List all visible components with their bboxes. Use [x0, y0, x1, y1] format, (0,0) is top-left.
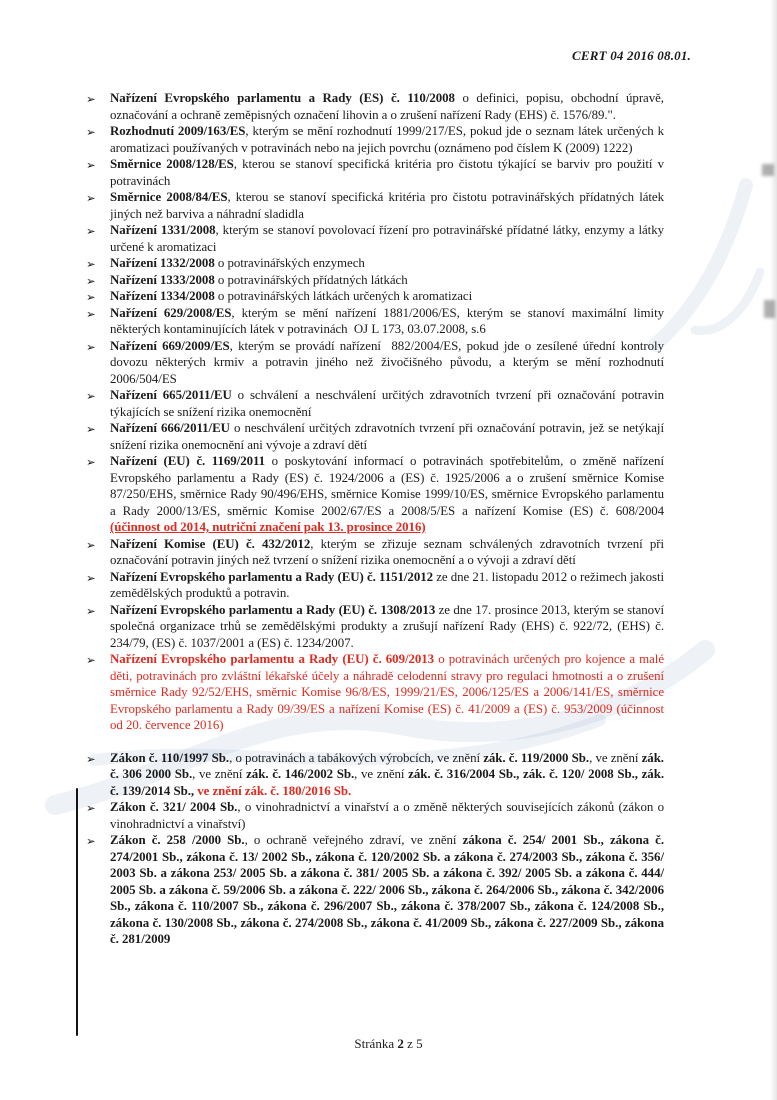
regulation-item [86, 651, 668, 734]
text-segment: o potravinářských látkách určených k aromatizaci [214, 289, 473, 303]
text-segment: Nařízení 1334/2008 [110, 289, 215, 303]
text-segment: Rozhodnutí 2009/163/ES [110, 124, 246, 138]
text-segment: Nařízení 1332/2008 [110, 256, 215, 270]
text-segment: , kterým se stanoví povolovací řízení pro potravinářské přídatné látky, enzymy a látky určené k aromatizaci [110, 223, 668, 254]
text-segment: Nařízení 1333/2008 [110, 272, 215, 287]
scan-artifact-line [76, 788, 78, 1036]
bullet-arrow-icon: ➢ [86, 834, 96, 848]
text-segment: Nařízení Evropského parlamentu a Rady (EU) č. 609/2013 [110, 652, 435, 666]
text-segment: Nařízení Evropského parlamentu a Rady (EU) č. 1308/2013 [110, 602, 436, 617]
text-segment: o potravinářských přídatných látkách [214, 272, 408, 287]
bullet-arrow-icon: ➢ [86, 158, 96, 172]
bullet-arrow-icon: ➢ [86, 125, 96, 139]
text-segment: , ve znění [192, 767, 247, 781]
bullet-arrow-icon: ➢ [86, 751, 96, 766]
text-segment: Směrnice 2008/128/ES [110, 157, 234, 171]
text-segment: zák. č. 119/2000 Sb. [483, 750, 590, 765]
text-segment: ve znění zák. č. 180/2016 Sb. [197, 783, 352, 798]
text-segment: (účinnost od 2014, nutriční značení pak 13. prosince 2016) [110, 520, 426, 534]
bullet-arrow-icon: ➢ [86, 92, 96, 106]
bullet-arrow-icon: ➢ [86, 290, 96, 304]
text-segment: o neschválení určitých zdravotních tvrzení při označování potravin, jež se netýkají snížení rizika onemocnění ani vývoje a zdraví dětí [110, 421, 668, 452]
text-segment: 2 [397, 1036, 404, 1051]
regulation-item [86, 255, 664, 272]
text-segment: o potravinách určených pro kojence a malé děti, potravinách pro zvláštní lékařské účely a náhradě celodenní stravy pro regulaci hmotnosti a o zrušení směrnice Rady 92/52/EHS, směrnic Komise 96/8/ES, 1999/21/ES, 2006/125/ES a 2006/141/ES, směrnice Evropského parlamentu a Rady 09/39/ES a nařízení Komise (ES) č. 41/2009 a (ES) č. 953/2009 (účinnost od 20. července 2016) [110, 652, 668, 732]
text-segment: o poskytování informací o potravinách spotřebitelům, o změně nařízení Evropského parlamentu a Rady (ES) č. 1924/2006 a (ES) č. 1925/2006 a o zrušení směrnice Komise 87/250/EHS, směrnice Rady 90/496/EHS, směrnice Komise 1999/10/ES, směrnice Evropského parlamentu a Rady 2000/13/ES, směrnic Komise 2002/67/ES a 2008/5/ES a nařízení Komise (ES) č. 608/2004 [110, 454, 668, 518]
regulation-item [86, 602, 668, 652]
text-segment: , o ochraně veřejného zdraví, ve znění [244, 833, 463, 847]
text-segment: , kterým se zřizuje seznam schválených zdravotních tvrzení při označování potravin jiných než tvrzení o snížení rizika onemocnění a o vývoji a zdraví dětí [110, 536, 668, 567]
document-code: CERT 04 2016 08.01. [571, 48, 691, 63]
text-segment: Nařízení (EU) č. 1169/2011 [110, 454, 266, 468]
bullet-arrow-icon: ➢ [86, 306, 96, 321]
text-segment: o potravinářských enzymech [214, 256, 365, 270]
bullet-arrow-icon: ➢ [86, 603, 96, 618]
text-segment: Stránka [354, 1036, 398, 1051]
text-segment: , ve znění [589, 750, 642, 765]
text-segment: ze dne 21. listopadu 2012 o režimech jakosti zemědělských produktů a potravin. [110, 569, 668, 600]
text-segment: Nařízení 629/2008/ES [110, 305, 232, 320]
text-segment: Nařízení 1331/2008 [110, 223, 216, 237]
text-segment: Nařízení 669/2009/ES [110, 338, 230, 353]
text-segment: Zákon č. 321/ 2004 Sb. [110, 800, 238, 814]
bullet-arrow-icon: ➢ [86, 455, 96, 469]
regulation-item [86, 90, 668, 123]
text-segment: zák. č. 146/2002 Sb. [246, 767, 355, 781]
regulation-item [86, 536, 668, 569]
regulation-item [86, 272, 664, 289]
regulation-item [86, 453, 668, 536]
text-segment: , kterým se mění nařízení 1881/2006/ES, kterým se stanoví maximální limity některých kontaminujících látek v potravinách OJ L 173, 03.07.2008, s.6 [110, 305, 668, 336]
regulation-item [86, 799, 668, 832]
bullet-arrow-icon: ➢ [86, 257, 96, 271]
regulation-item [86, 305, 668, 338]
regulation-item [86, 288, 664, 305]
text-segment: Zákon č. 110/1997 Sb. [110, 750, 230, 765]
regulation-item [86, 832, 668, 948]
text-segment: , o vinohradnictví a vinařství a o změně některých souvisejících zákonů (zákon o vinohradnictví a vinařství) [110, 800, 668, 831]
text-segment: Nařízení 666/2011/EU [110, 421, 230, 435]
regulation-item [86, 222, 668, 255]
bullet-arrow-icon: ➢ [86, 389, 96, 403]
text-segment: , o potravinách a tabákových výrobcích, ve znění [229, 750, 484, 765]
bullet-arrow-icon: ➢ [86, 273, 96, 288]
text-segment: , kterým se provádí nařízení 882/2004/ES, pokud jde o zesílené úřední kontroly dovozu některých krmiv a potravin jiného než živočišného původu, a kterým se mění rozhodnutí 2006/504/ES [110, 338, 668, 386]
regulation-item [86, 569, 668, 602]
regulation-item [86, 420, 668, 453]
bullet-arrow-icon: ➢ [86, 801, 96, 815]
text-segment: Zákon č. 258 /2000 Sb. [110, 833, 245, 847]
text-segment: , kterou se stanoví specifická kritéria pro čistotu týkající se barviv pro použití v potravinách [110, 157, 668, 188]
bullet-arrow-icon: ➢ [86, 653, 96, 667]
text-segment: Nařízení Evropského parlamentu a Rady (ES) č. 110/2008 [110, 91, 455, 105]
bullet-arrow-icon: ➢ [86, 339, 96, 354]
bullet-arrow-icon: ➢ [86, 224, 96, 238]
text-segment: ze dne 17. prosince 2013, kterým se stanoví společná organizace trhů se zemědělskými produkty a zrušují nařízení Rady (EHS) č. 922/72, (EHS) č. 234/79, (ES) č. 1037/2001 a (ES) č. 1234/2007. [110, 602, 668, 650]
bullet-arrow-icon: ➢ [86, 537, 96, 552]
regulation-item [86, 123, 668, 156]
regulation-item [86, 750, 668, 800]
text-segment: zák. č. 306 2000 Sb. [110, 750, 668, 781]
regulation-item [86, 189, 668, 222]
text-segment: Nařízení Komise (EU) č. 432/2012 [110, 536, 311, 551]
text-segment: o definici, popisu, obchodní úpravě, označování a ochraně zeměpisných označení lihovin a o zrušení nařízení Rady (EHS) č. 1576/89.". [110, 91, 668, 122]
text-segment: Nařízení 665/2011/EU [110, 388, 232, 402]
regulation-item [86, 338, 668, 388]
regulation-item [86, 387, 668, 420]
text-segment: Směrnice 2008/84/ES [110, 190, 228, 204]
text-segment: Nařízení Evropského parlamentu a Rady (EU) č. 1151/2012 [110, 569, 434, 584]
bullet-arrow-icon: ➢ [86, 191, 96, 205]
regulation-item [86, 156, 668, 189]
text-segment: zákona č. 254/ 2001 Sb., zákona č. 274/2001 Sb., zákona č. 13/ 2002 Sb., zákona č. 120/2002 Sb. a zákona č. 274/2003 Sb., zákona č. 356/ 2003 Sb. a zákona 253/ 2005 Sb. a zákona č. 381/ 2005 Sb. a zákona č. 392/ 2005 Sb. a zákona č. 444/ 2005 Sb. a zákona č. 59/2006 Sb. a zákona č. 222/ 2006 Sb., zákona č. 264/2006 Sb., zákona č. 342/2006 Sb., zákona č. 110/2007 Sb., zákona č. 296/2007 Sb., zákona č. 378/2007 Sb., zákona č. 124/2008 Sb., zákona č. 130/2008 Sb., zákona č. 274/2008 Sb., zákona č. 41/2009 Sb., zákona č. 227/2009 Sb., zákona č. 281/2009 [110, 833, 668, 946]
text-segment: , kterým se mění rozhodnutí 1999/217/ES, pokud jde o seznam látek určených k aromatizaci používaných v potravinách nebo na jejich povrchu (oznámeno pod číslem K (2009) 1222) [110, 124, 668, 155]
bullet-arrow-icon: ➢ [86, 570, 96, 585]
page-footer [0, 1036, 777, 1052]
bullet-arrow-icon: ➢ [86, 422, 96, 436]
text-segment: , kterou se stanoví specifická kritéria pro čistotu potravinářských přídatných látek jiných než barviva a náhradní sladidla [110, 190, 668, 221]
text-segment: z [403, 1036, 417, 1051]
text-segment: zák. č. 316/2004 Sb., zák. č. 120/ 2008 Sb., zák. č. 139/2014 Sb., [110, 767, 668, 798]
text-segment: 5 [416, 1036, 423, 1051]
text-segment: o schválení a neschválení určitých zdravotních tvrzení při označování potravin týkajících se snížení rizika onemocnění [110, 388, 668, 419]
regulation-list [86, 90, 668, 948]
scan-edge-shading [770, 0, 777, 1100]
text-segment: , ve znění [354, 767, 409, 781]
